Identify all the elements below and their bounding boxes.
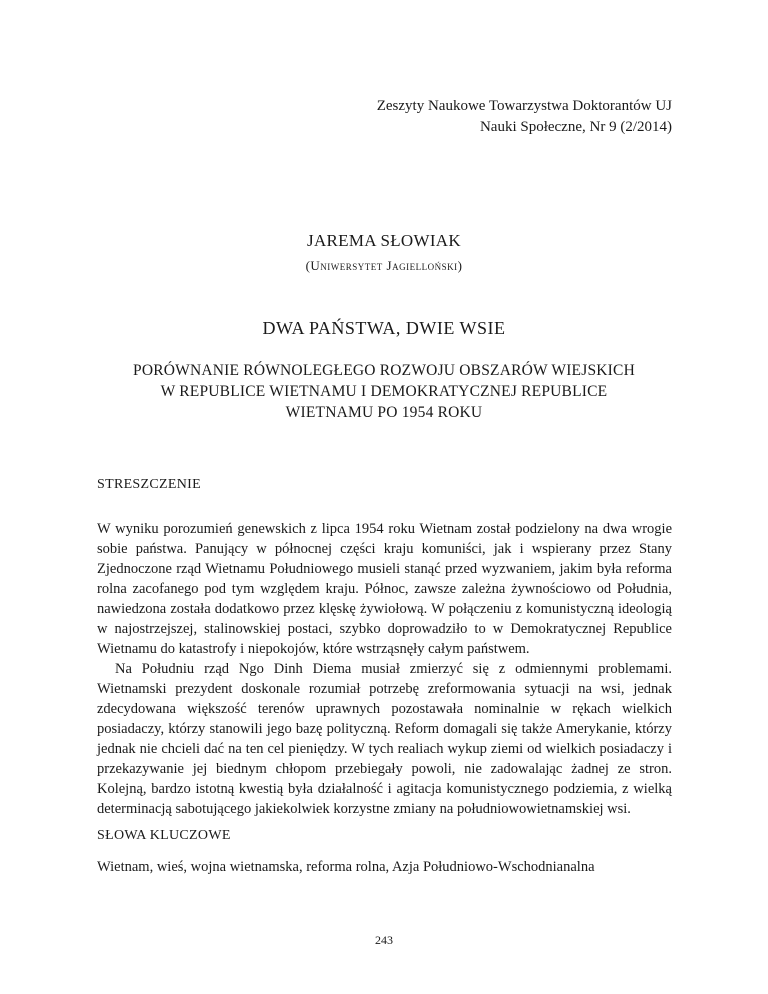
abstract-body [97,519,672,819]
author-affiliation: (Uniwersytet Jagielloński) [305,258,463,273]
keywords-text: Wietnam, wieś, wojna wietnamska, reforma rolna, Azja Południowo-Wschodnianalna [97,859,595,875]
subtitle-line: W REPUBLICE WIETNAMU I DEMOKRATYCZNEJ REPUBLICE [160,383,608,400]
journal-issue: Nauki Społeczne, Nr 9 (2/2014) [479,119,672,135]
keywords-heading: SŁOWA KLUCZOWE [97,828,231,843]
author-name: JAREMA SŁOWIAK [307,231,461,250]
paper-subtitle [80,360,688,423]
paper-title: DWA PAŃSTWA, DWIE WSIE [262,318,506,338]
abstract-paragraph: W wyniku porozumień genewskich z lipca 1954 roku Wietnam został podzielony na dwa wrogie sobie państwa. Panujący w północnej części kraju komuniści, jak i wspierany przez Stany Zjednoczone rząd Wietnamu Południowego musieli stanąć przed wyzwaniem, jakim była reforma rolna zacofanego pod tym względem kraju. Północ, zawsze zależna żywnościowo od Południa, nawiedzona została dodatkowo przez klęskę żywiołową. W połączeniu z komunistyczną ideologią w najostrzejszej, stalinowskiej postaci, szybko doprowadziło to w Demokratycznej Republice Wietnamu do katastrofy i niepokojów, które wstrząsnęły całym państwem. [97,521,672,657]
journal-name: Zeszyty Naukowe Towarzystwa Doktorantów UJ [376,98,672,114]
subtitle-line: WIETNAMU PO 1954 ROKU [285,404,483,421]
abstract-paragraph: Na Południu rząd Ngo Dinh Diema musiał zmierzyć się z odmiennymi problemami. Wietnamski prezydent doskonale rozumiał potrzebę zreformowania sytuacji na wsi, jednak zdecydowana większość terenów uprawnych pozostawała nominalnie w rękach wielkich posiadaczy, którzy stanowili jego bazę polityczną. Reform domagali się także Amerykanie, którzy jednak nie chcieli dać na ten cel pieniędzy. W tych realiach wykup ziemi od wielkich posiadaczy i przekazywanie jej biednym chłopom przebiegały powoli, nie zadowalając żadnej ze stron. Kolejną, bardzo istotną kwestią była działalność i agitacja komunistycznego podziemia, z wielką determinacją sabotującego jakiekolwiek korzystne zmiany na południowowietnamskiej wsi. [97,661,672,817]
author-block [0,230,768,276]
subtitle-line: PORÓWNANIE RÓWNOLEGŁEGO ROZWOJU OBSZARÓW WIEJSKICH [133,362,635,379]
abstract-heading: STRESZCZENIE [97,477,201,492]
journal-header [377,96,672,138]
page-number: 243 [375,933,393,947]
